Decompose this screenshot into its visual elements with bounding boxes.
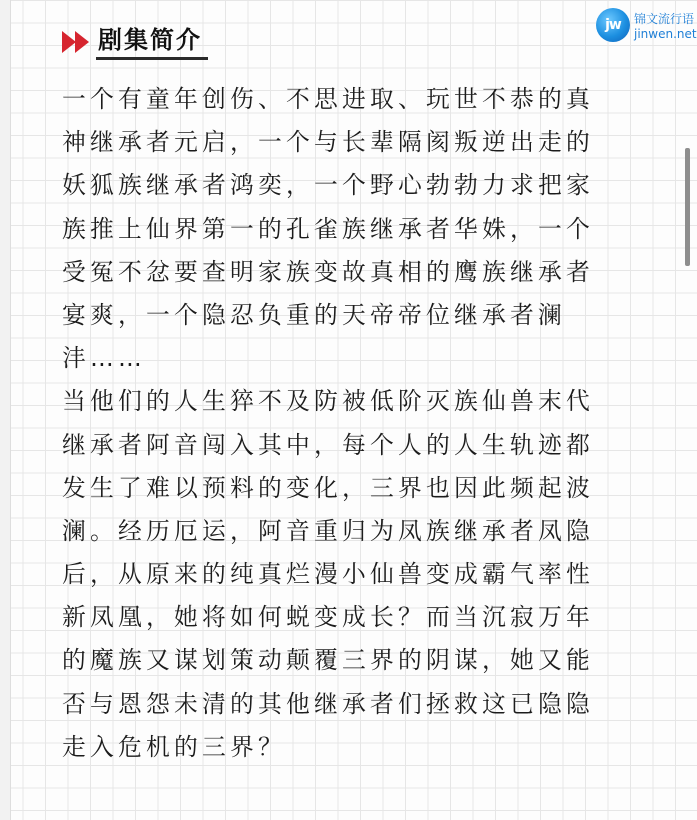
synopsis-body bbox=[62, 78, 638, 769]
jw-logo-icon: jw bbox=[596, 8, 630, 42]
text-line: 一个有童年创伤、不思进取、玩世不恭的真 bbox=[62, 85, 594, 113]
text-line: 新凤凰，她将如何蜕变成长？而当沉寂万年 bbox=[62, 603, 594, 632]
text-line: 受冤不忿要查明家族变故真相的鹰族继承者 bbox=[62, 257, 594, 286]
watermark-en-text: jinwen.net bbox=[634, 27, 697, 41]
paragraph-1 bbox=[62, 78, 638, 380]
text-line: 发生了难以预料的变化，三界也因此频起波 bbox=[62, 473, 594, 502]
scrollbar-thumb[interactable] bbox=[685, 148, 690, 266]
text-line: 否与恩怨未清的其他继承者们拯救这已隐隐 bbox=[62, 689, 594, 718]
double-arrow-icon bbox=[62, 30, 92, 54]
text-line: 走入危机的三界？ bbox=[62, 732, 286, 761]
watermark-cn-text: 锦文流行语 bbox=[634, 12, 695, 26]
text-line: 宴爽，一个隐忍负重的天帝帝位继承者澜 bbox=[62, 300, 566, 329]
text-line: 妖狐族继承者鸿奕，一个野心勃勃力求把家 bbox=[62, 171, 594, 200]
text-line: 后，从原来的纯真烂漫小仙兽变成霸气率性 bbox=[62, 560, 594, 589]
section-header bbox=[62, 24, 208, 60]
text-line: 族推上仙界第一的孔雀族继承者华姝，一个 bbox=[62, 214, 594, 243]
paragraph-2 bbox=[62, 380, 638, 769]
left-frame-edge bbox=[0, 0, 11, 820]
watermark-logo bbox=[596, 8, 697, 44]
text-line: 继承者阿音闯入其中，每个人的人生轨迹都 bbox=[62, 430, 594, 459]
text-line: 沣…… bbox=[62, 344, 146, 373]
text-line: 澜。经历厄运，阿音重归为凤族继承者凤隐 bbox=[62, 516, 594, 545]
text-line: 神继承者元启，一个与长辈隔阂叛逆出走的 bbox=[62, 128, 594, 157]
text-line: 的魔族又谋划策动颠覆三界的阴谋，她又能 bbox=[62, 646, 594, 675]
section-title: 剧集简介 bbox=[96, 25, 208, 60]
text-line: 当他们的人生猝不及防被低阶灭族仙兽末代 bbox=[62, 387, 594, 416]
